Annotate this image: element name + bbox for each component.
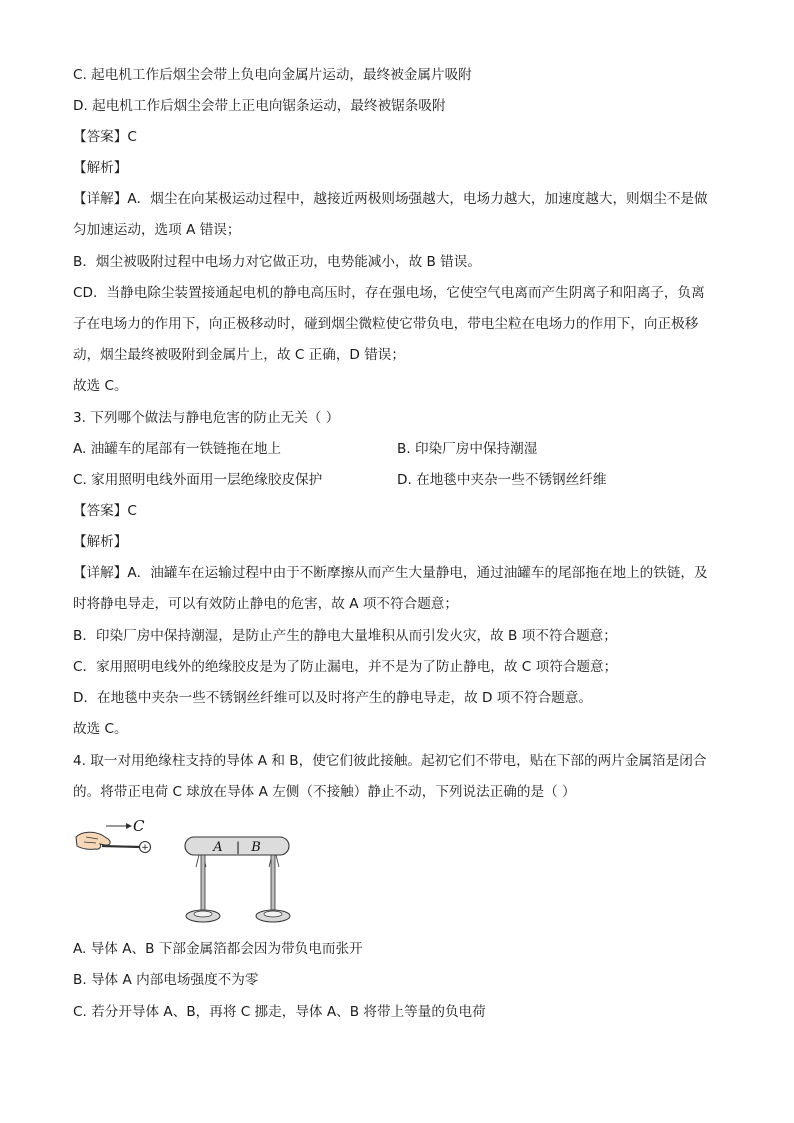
q4-option-c: C. 若分开导体 A、B，再将 C 挪走，导体 A、B 将带上等量的负电荷 <box>73 1004 486 1020</box>
q2-detail-line: B．烟尘被吸附过程中电场力对它做正功，电势能减小，故 B 错误。 <box>73 254 481 270</box>
q3-options-row-1 <box>73 439 733 459</box>
plus-sign: + <box>141 843 149 853</box>
q2-option-d: D. 起电机工作后烟尘会带上正电向锯条运动，最终被锯条吸附 <box>73 98 446 114</box>
q2-answer: 【答案】C <box>73 129 137 145</box>
q3-detail-line: 时将静电导走，可以有效防止静电的危害，故 A 项不符合题意； <box>73 596 458 612</box>
q2-detail-line: 子在电场力的作用下，向正极移动时，碰到烟尘微粒使它带负电，带电尘粒在电场力的作用下，向正极移 <box>73 316 699 332</box>
q4-option-a: A. 导体 A、B 下部金属箔都会因为带负电而张开 <box>73 941 363 957</box>
q2-conclusion: 故选 C。 <box>73 378 128 394</box>
conductor-diagram <box>72 815 312 930</box>
q3-analysis-heading: 【解析】 <box>73 534 128 550</box>
q2-detail-line: 动，烟尘最终被吸附到金属片上，故 C 正确，D 错误； <box>73 347 405 363</box>
q3-option-d: D. 在地毯中夹杂一些不锈钢丝纤维 <box>397 472 607 488</box>
q4-stem-line: 的。将带正电荷 C 球放在导体 A 左侧（不接触）静止不动，下列说法正确的是（ ） <box>73 784 576 800</box>
q2-detail-line: 匀加速运动，选项 A 错误； <box>73 222 241 238</box>
q2-option-c: C. 起电机工作后烟尘会带上负电向金属片运动，最终被金属片吸附 <box>73 67 472 83</box>
insulated-stand-left <box>186 855 220 922</box>
label-b: B <box>251 840 261 855</box>
q3-detail-line: B．印染厂房中保持潮湿，是防止产生的静电大量堆积从而引发火灾，故 B 项不符合题意； <box>73 628 617 644</box>
q3-options-row-2 <box>73 470 733 490</box>
divider: | <box>235 840 241 854</box>
q2-detail-line: CD．当静电除尘装置接通起电机的静电高压时，存在强电场，它使空气电离而产生阴离子和阳离子，负离 <box>73 285 705 301</box>
q3-stem: 3. 下列哪个做法与静电危害的防止无关（ ） <box>73 410 340 426</box>
q3-conclusion: 故选 C。 <box>73 721 128 737</box>
q3-answer: 【答案】C <box>73 503 137 519</box>
q2-detail-line: 【详解】A．烟尘在向某极运动过程中，越接近两极则场强越大，电场力越大，加速度越大，则烟尘不是做 <box>73 191 708 207</box>
q2-analysis-heading: 【解析】 <box>73 160 128 176</box>
q3-option-c: C. 家用照明电线外面用一层绝缘胶皮保护 <box>73 472 323 488</box>
q3-detail-line: C．家用照明电线外的绝缘胶皮是为了防止漏电，并不是为了防止静电，故 C 项符合题意； <box>73 659 618 675</box>
q3-option-a: A. 油罐车的尾部有一铁链拖在地上 <box>73 441 282 457</box>
label-c: C <box>133 817 145 835</box>
q4-stem-line: 4. 取一对用绝缘柱支持的导体 A 和 B，使它们彼此接触。起初它们不带电，贴在下部的两片金属箔是闭合 <box>73 753 707 769</box>
insulated-stand-right <box>256 855 290 922</box>
arrow-head-icon <box>126 823 132 829</box>
q4-option-b: B. 导体 A 内部电场强度不为零 <box>73 972 259 988</box>
label-a: A <box>213 840 223 855</box>
insulating-rod <box>102 846 140 847</box>
q3-detail-line: D．在地毯中夹杂一些不锈钢丝纤维可以及时将产生的静电导走，故 D 项不符合题意。 <box>73 690 592 706</box>
q3-detail-line: 【详解】A．油罐车在运输过程中由于不断摩擦从而产生大量静电，通过油罐车的尾部拖在地上的铁链，及 <box>73 565 708 581</box>
q3-option-b: B. 印染厂房中保持潮湿 <box>397 441 538 457</box>
